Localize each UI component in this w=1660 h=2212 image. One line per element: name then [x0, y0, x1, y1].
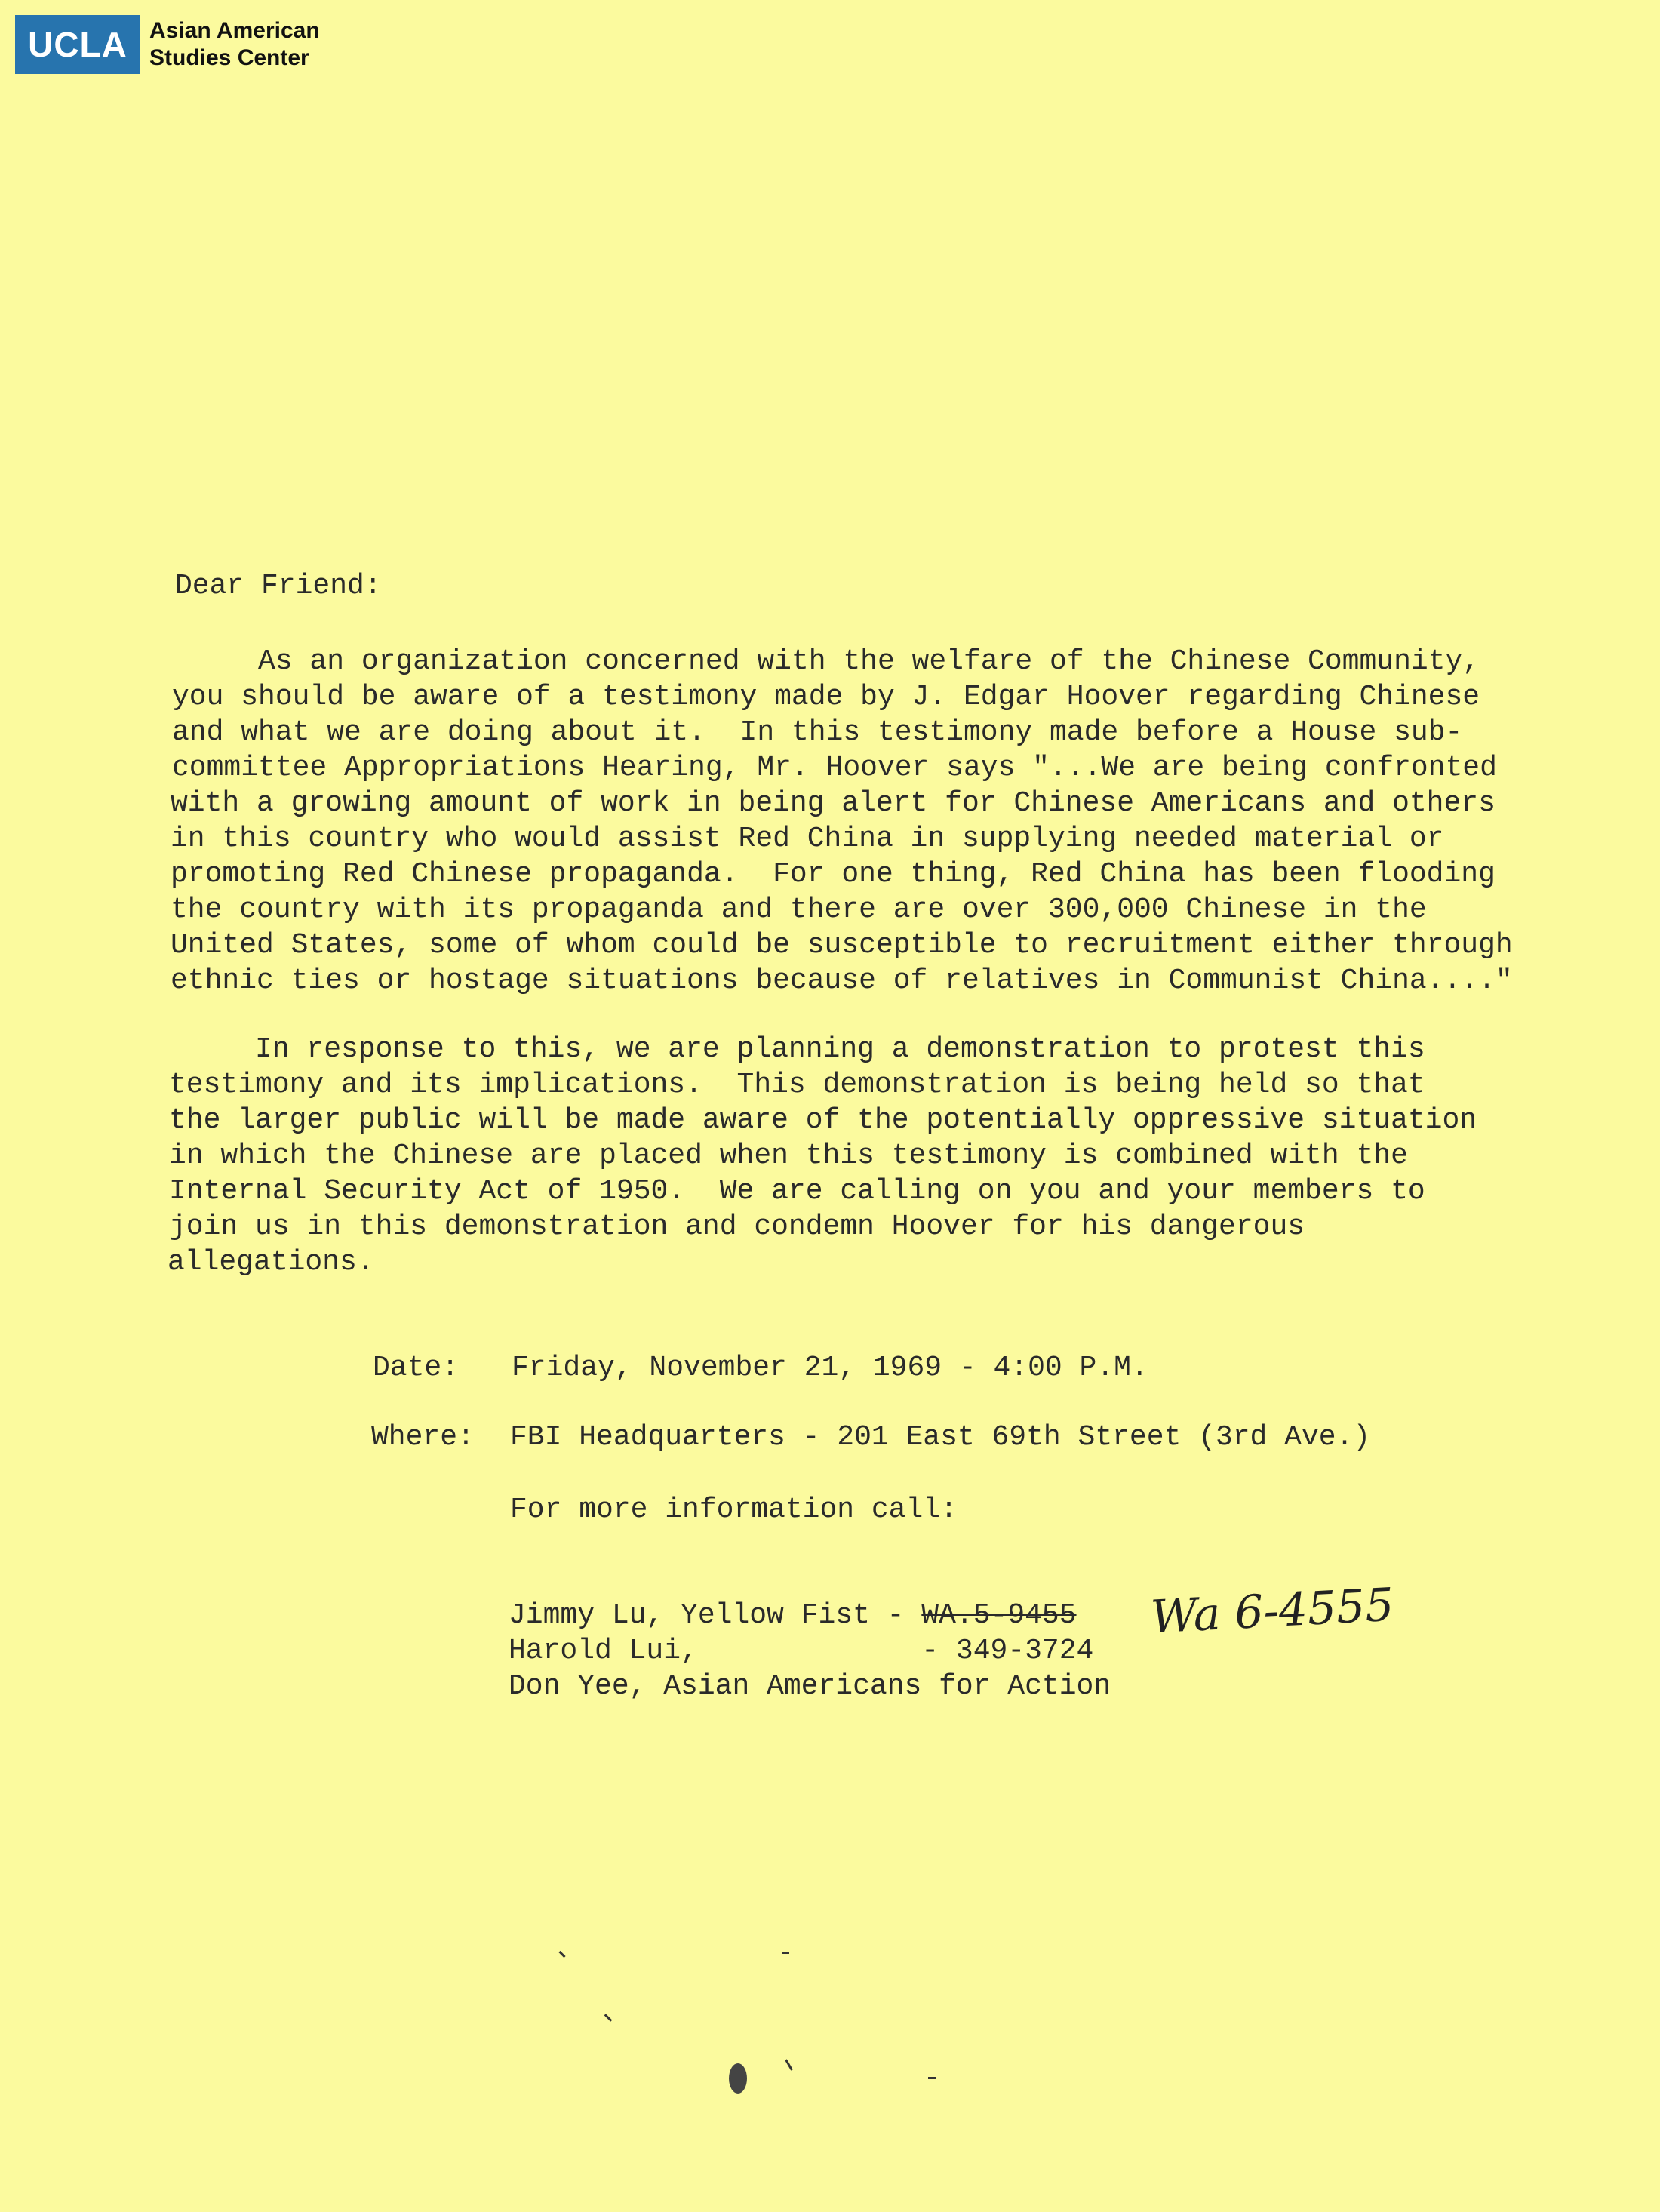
- ucla-logo-mark: UCLA: [15, 15, 140, 74]
- paragraph-line: In response to this, we are planning a demonstration to protest this: [169, 1033, 1425, 1066]
- paragraph-line: the country with its propaganda and there are over 300,000 Chinese in the: [171, 894, 1427, 926]
- paper-speck: [729, 2063, 747, 2094]
- contact-phone: 349-3724: [955, 1635, 1094, 1667]
- paragraph-line: ethnic ties or hostage situations because of relatives in Communist China....": [171, 964, 1513, 997]
- paragraph-line: the larger public will be made aware of the potentially oppressive situation: [169, 1104, 1477, 1137]
- paragraph-line: in this country who would assist Red China in supplying needed material or: [171, 823, 1444, 855]
- contact-line-1: [509, 1601, 1077, 1630]
- paper-speck: [928, 2077, 936, 2079]
- paper-speck: [782, 1952, 789, 1954]
- paragraph-line: testimony and its implications. This demonstration is being held so that: [169, 1069, 1425, 1101]
- paragraph-line: promoting Red Chinese propaganda. For one thing, Red China has been flooding: [171, 858, 1496, 891]
- logo-text-line1: Asian American: [149, 18, 320, 43]
- contact-line-3: [509, 1672, 1111, 1701]
- date-label: Date:: [373, 1352, 460, 1384]
- contact-name: Don Yee, Asian Americans for Action: [509, 1670, 1111, 1703]
- where-label: Where:: [371, 1421, 475, 1454]
- logo-text-line2: Studies Center: [149, 45, 309, 70]
- paragraph-line: you should be aware of a testimony made by J. Edgar Hoover regarding Chinese: [172, 681, 1480, 713]
- date-value: Friday, November 21, 1969 - 4:00 P.M.: [512, 1352, 1148, 1384]
- paragraph-line: join us in this demonstration and condemn Hoover for his dangerous: [169, 1211, 1305, 1243]
- paragraph-line: in which the Chinese are placed when this testimony is combined with the: [169, 1140, 1408, 1172]
- contact-line-2: [509, 1637, 1093, 1666]
- paragraph-line: with a growing amount of work in being alert for Chinese Americans and others: [171, 787, 1496, 820]
- paragraph-line: and what we are doing about it. In this testimony made before a House sub-: [172, 716, 1463, 749]
- info-line: For more information call:: [510, 1494, 958, 1526]
- handwritten-phone: Wa 6-4555: [1149, 1578, 1396, 1644]
- paragraph-line: Internal Security Act of 1950. We are calling on you and your members to: [169, 1175, 1425, 1208]
- contact-phone-struck: WA.5-9455: [921, 1599, 1077, 1632]
- paragraph-line: allegations.: [168, 1246, 374, 1278]
- paragraph-line: committee Appropriations Hearing, Mr. Hoover says "...We are being confronted: [172, 752, 1497, 784]
- contact-name: Harold Lui, -: [509, 1635, 956, 1667]
- salutation: Dear Friend:: [175, 570, 382, 602]
- where-value: FBI Headquarters - 201 East 69th Street (3rd Ave.): [510, 1421, 1371, 1454]
- contact-name: Jimmy Lu, Yellow Fist -: [509, 1599, 922, 1632]
- paragraph-line: United States, some of whom could be susceptible to recruitment either through: [171, 929, 1513, 961]
- paragraph-line: As an organization concerned with the welfare of the Chinese Community,: [172, 645, 1480, 678]
